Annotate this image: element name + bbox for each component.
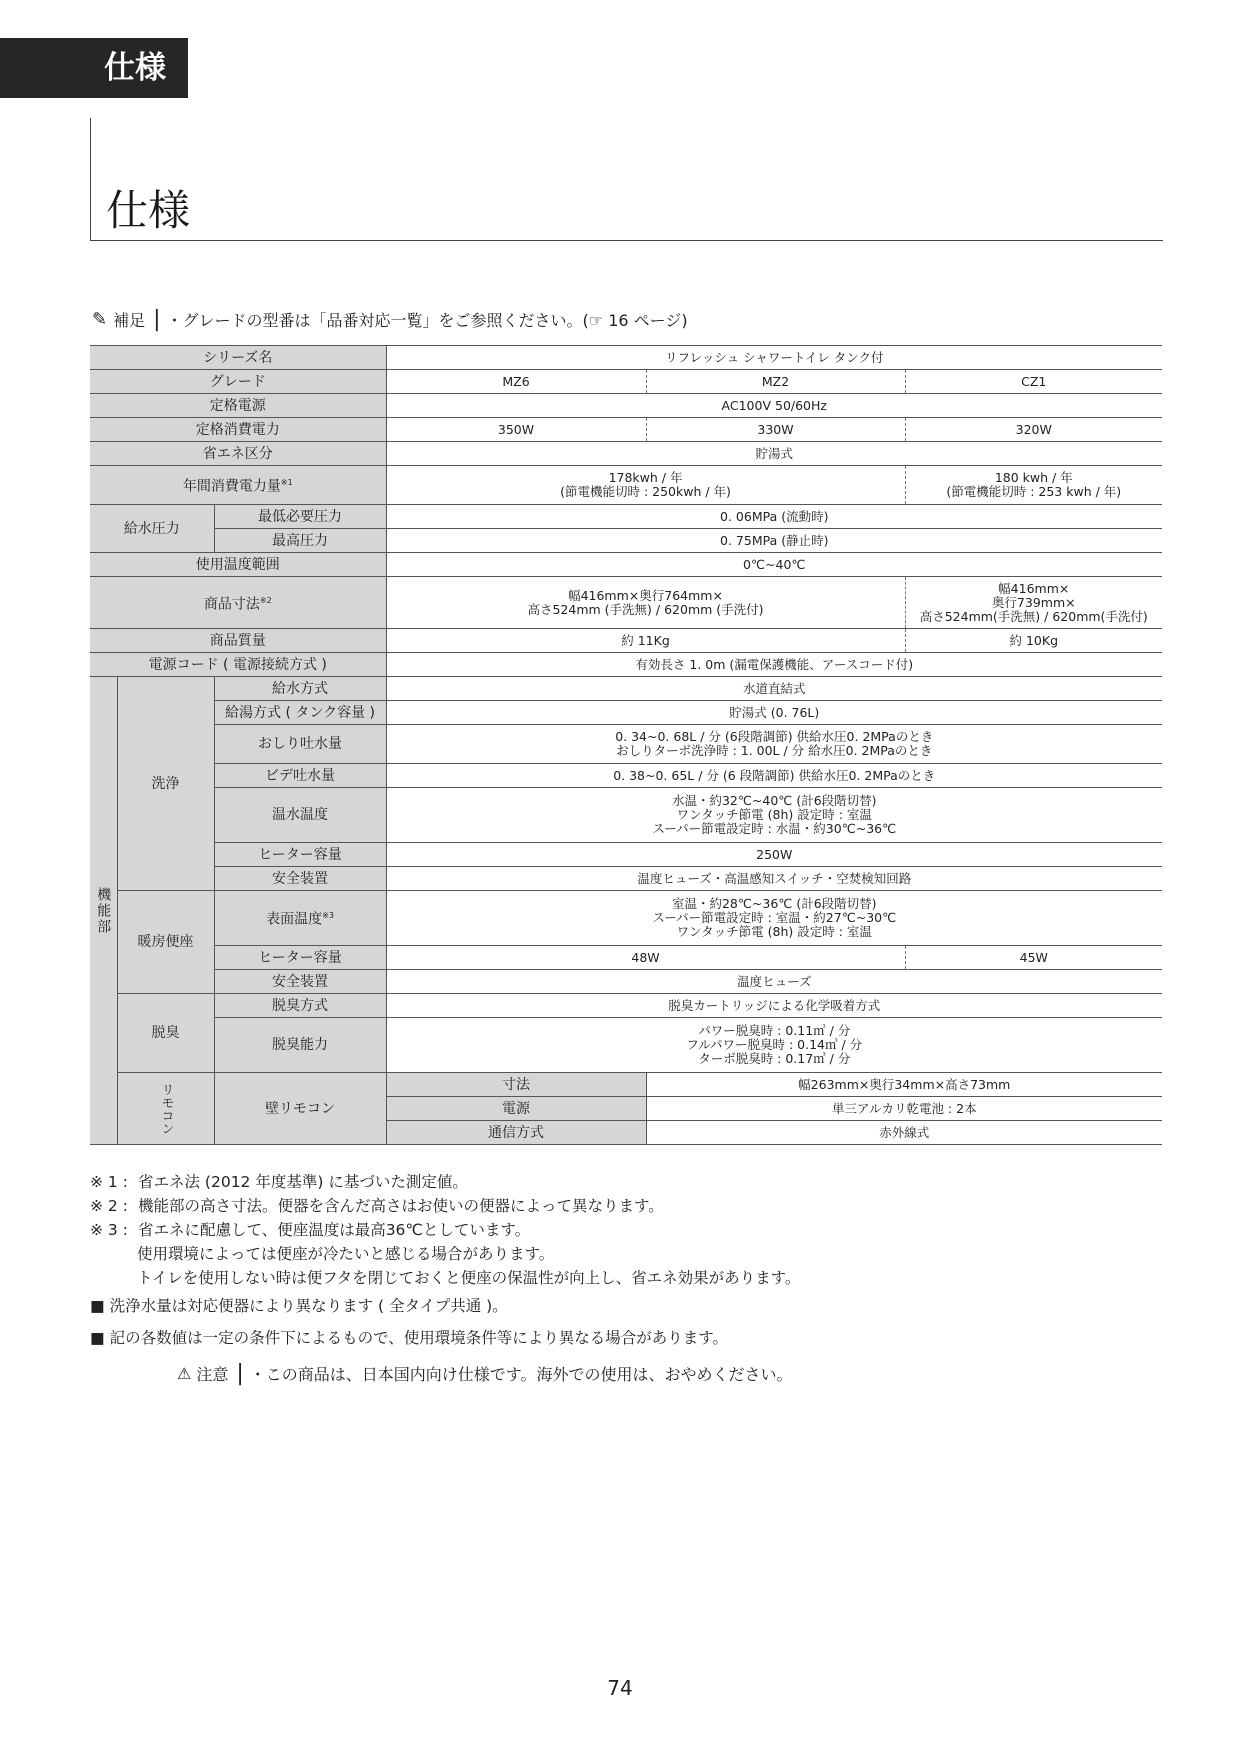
power-source-label: 定格電源 — [90, 394, 386, 418]
surface-1: 室温・約28℃~36℃ (計6段階切替) — [671, 896, 877, 911]
max-pressure-value: 0. 75MPa (静止時) — [386, 529, 1162, 553]
weight-value-b: 約 10Kg — [905, 629, 1162, 653]
series-value: リフレッシュ シャワートイレ タンク付 — [386, 346, 1162, 370]
pencil-icon: ✎ — [92, 309, 108, 330]
annual-label: 年間消費電力量 — [182, 478, 281, 495]
table-row — [90, 725, 1162, 764]
seat-label: 暖房便座 — [117, 891, 214, 994]
table-row — [90, 394, 1162, 418]
table-row — [90, 994, 1162, 1018]
note-3-line-2: 使用環境によっては便座が冷たいと感じる場合があります。 — [137, 1245, 555, 1263]
supply-label: 給水方式 — [214, 677, 386, 701]
cord-label: 電源コード ( 電源接続方式 ) — [90, 653, 386, 677]
heater-value: 250W — [386, 843, 1162, 867]
heater-label: ヒーター容量 — [214, 843, 386, 867]
page-number: 74 — [607, 1676, 633, 1700]
deodor-cap-1: パワー脱臭時 : 0.11㎥ / 分 — [698, 1023, 851, 1038]
dim-a2: 高さ524mm (手洗無) / 620mm (手洗付) — [527, 601, 764, 617]
surface-2: スーパー節電設定時 : 室温・約27℃~30℃ — [652, 910, 897, 925]
weight-value-a: 約 11Kg — [386, 629, 905, 653]
power-source-value: AC100V 50/60Hz — [386, 394, 1162, 418]
dim-b2: 奥行739mm× — [991, 594, 1076, 610]
note-text: 省エネ法 (2012 年度基準) に基づいた測定値。 — [138, 1173, 468, 1191]
dim-a1: 幅416mm×奥行764mm× — [568, 587, 723, 603]
annual-label-cell — [90, 466, 386, 505]
grade-cz1: CZ1 — [905, 370, 1162, 394]
water-temp-2: ワンタッチ節電 (8h) 設定時 : 室温 — [676, 807, 872, 822]
table-row — [90, 867, 1162, 891]
table-row — [90, 370, 1162, 394]
grade-mz6: MZ6 — [386, 370, 646, 394]
note-key: ※ 3 : — [90, 1221, 128, 1239]
deodor-cap-3: ターボ脱臭時 : 0.17㎥ / 分 — [698, 1051, 851, 1066]
bidet-value: 0. 38~0. 65L / 分 (6 段階調節) 供給水圧0. 2MPaのとき — [386, 764, 1162, 788]
power-cons-cz1: 320W — [905, 418, 1162, 442]
note-values: ■ 記の各数値は一定の条件下によるもので、使用環境条件等により異なる場合があります。 — [90, 1329, 729, 1347]
dimensions-mark: ※2 — [259, 595, 272, 605]
caution-label: 注意 — [196, 1365, 229, 1384]
water-pressure-label: 給水圧力 — [90, 505, 214, 553]
seat-heater-a: 48W — [386, 946, 905, 970]
power-cons-mz6: 350W — [386, 418, 646, 442]
note-text: 機能部の高さ寸法。便器を含んだ高さはお使いの便器によって異なります。 — [138, 1197, 664, 1215]
water-temp-label: 温水温度 — [214, 788, 386, 843]
table-row — [90, 701, 1162, 725]
annual-b2: (節電機能切時 : 253 kwh / 年) — [946, 484, 1122, 499]
comm-value: 赤外線式 — [646, 1121, 1162, 1145]
table-row — [90, 788, 1162, 843]
supplement-note — [92, 308, 688, 331]
max-pressure-label: 最高圧力 — [214, 529, 386, 553]
annual-value-a — [386, 466, 905, 505]
temp-range-label: 使用温度範囲 — [90, 553, 386, 577]
safety-value: 温度ヒューズ・高温感知スイッチ・空焚検知回路 — [386, 867, 1162, 891]
note-3 — [90, 1218, 800, 1242]
annual-a2: (節電機能切時 : 250kwh / 年) — [560, 484, 731, 499]
table-row — [90, 764, 1162, 788]
table-row — [90, 529, 1162, 553]
note-key: ※ 2 : — [90, 1197, 128, 1215]
safety-label: 安全装置 — [214, 867, 386, 891]
seat-safety-value: 温度ヒューズ — [386, 970, 1162, 994]
power-cons-label: 定格消費電力 — [90, 418, 386, 442]
section-tab: 仕様 — [0, 38, 188, 98]
surface-3: ワンタッチ節電 (8h) 設定時 : 室温 — [676, 924, 872, 939]
caution-text: ・この商品は、日本国内向け仕様です。海外での使用は、おやめください。 — [249, 1365, 793, 1384]
surface-mark: ※3 — [322, 911, 334, 921]
grade-mz2: MZ2 — [646, 370, 905, 394]
oshiri-1: 0. 34~0. 68L / 分 (6段階調節) 供給水圧0. 2MPaのとき — [615, 729, 934, 744]
water-temp-value — [386, 788, 1162, 843]
deodor-cap-2: フルパワー脱臭時 : 0.14㎥ / 分 — [686, 1037, 863, 1052]
table-row — [90, 442, 1162, 466]
remote-label: リモコン — [117, 1073, 214, 1145]
deodor-cap-label: 脱臭能力 — [214, 1018, 386, 1073]
note-2 — [90, 1194, 800, 1218]
table-row — [90, 418, 1162, 442]
temp-range-value: 0℃~40℃ — [386, 553, 1162, 577]
water-temp-3: スーパー節電設定時 : 水温・約30℃~36℃ — [652, 821, 897, 836]
weight-label: 商品質量 — [90, 629, 386, 653]
dimensions-label-cell — [90, 577, 386, 629]
wall-remote-label: 壁リモコン — [214, 1073, 386, 1145]
caution-note — [177, 1362, 793, 1385]
remote-power-label: 電源 — [386, 1097, 646, 1121]
hot-supply-value: 貯湯式 (0. 76L) — [386, 701, 1162, 725]
title-frame — [90, 118, 1163, 241]
grade-label: グレード — [90, 370, 386, 394]
series-label: シリーズ名 — [90, 346, 386, 370]
remote-power-value: 単三アルカリ乾電池 : 2本 — [646, 1097, 1162, 1121]
deodor-method-value: 脱臭カートリッジによる化学吸着方式 — [386, 994, 1162, 1018]
function-label: 機能部 — [90, 677, 117, 1145]
note-key: ※ 1 : — [90, 1173, 128, 1191]
surface-value — [386, 891, 1162, 946]
oshiri-2: おしりターボ洗浄時 : 1. 00L / 分 給水圧0. 2MPaのとき — [616, 743, 933, 758]
size-value: 幅263mm×奥行34mm×高さ73mm — [646, 1073, 1162, 1097]
table-row — [90, 346, 1162, 370]
note-1 — [90, 1170, 800, 1194]
note-3-line-3: トイレを使用しない時は便フタを閉じておくと便座の保温性が向上し、省エネ効果があります。 — [137, 1269, 801, 1287]
warning-icon: ⚠ — [177, 1364, 192, 1383]
bidet-label: ビデ吐水量 — [214, 764, 386, 788]
oshiri-value — [386, 725, 1162, 764]
annual-value-b — [905, 466, 1162, 505]
table-row — [90, 946, 1162, 970]
spec-table — [90, 345, 1162, 1145]
dimensions-label: 商品寸法 — [203, 596, 260, 613]
hot-supply-label: 給湯方式 ( タンク容量 ) — [214, 701, 386, 725]
power-cons-mz2: 330W — [646, 418, 905, 442]
deodor-cap-value — [386, 1018, 1162, 1073]
annual-b1: 180 kwh / 年 — [994, 470, 1073, 485]
surface-label: 表面温度 — [266, 911, 323, 928]
divider: | — [236, 1360, 244, 1386]
table-row — [90, 629, 1162, 653]
supplement-text: ・グレードの型番は「品番対応一覧」をご参照ください。(☞ 16 ページ) — [166, 311, 688, 330]
deodor-method-label: 脱臭方式 — [214, 994, 386, 1018]
min-pressure-value: 0. 06MPa (流動時) — [386, 505, 1162, 529]
water-temp-1: 水温・約32℃~40℃ (計6段階切替) — [671, 793, 877, 808]
cord-value: 有効長さ 1. 0m (漏電保護機能、アースコード付) — [386, 653, 1162, 677]
seat-heater-label: ヒーター容量 — [214, 946, 386, 970]
table-row — [90, 843, 1162, 867]
divider: | — [153, 306, 161, 332]
oshiri-label: おしり吐水量 — [214, 725, 386, 764]
table-row — [90, 1018, 1162, 1073]
table-row — [90, 970, 1162, 994]
dim-b1: 幅416mm× — [998, 580, 1070, 596]
annual-mark: ※1 — [280, 478, 293, 488]
supplement-label: 補足 — [113, 311, 146, 330]
comm-label: 通信方式 — [386, 1121, 646, 1145]
wash-label: 洗浄 — [117, 677, 214, 891]
note-text: 省エネに配慮して、便座温度は最高36℃としています。 — [138, 1221, 531, 1239]
table-row — [90, 577, 1162, 629]
table-row — [90, 891, 1162, 946]
seat-heater-b: 45W — [905, 946, 1162, 970]
dimensions-value-a — [386, 577, 905, 629]
dim-b3: 高さ524mm(手洗無) / 620mm(手洗付) — [919, 608, 1148, 624]
table-row — [90, 1073, 1162, 1097]
table-row — [90, 466, 1162, 505]
table-row — [90, 677, 1162, 701]
page-title: 仕様 — [106, 186, 191, 235]
supply-value: 水道直結式 — [386, 677, 1162, 701]
annual-a1: 178kwh / 年 — [608, 470, 683, 485]
size-label: 寸法 — [386, 1073, 646, 1097]
dimensions-value-b — [905, 577, 1162, 629]
deodor-label: 脱臭 — [117, 994, 214, 1073]
seat-safety-label: 安全装置 — [214, 970, 386, 994]
surface-label-cell — [214, 891, 386, 946]
table-row — [90, 505, 1162, 529]
table-row — [90, 653, 1162, 677]
note-wash-volume: ■ 洗浄水量は対応便器により異なります ( 全タイプ共通 )。 — [90, 1297, 508, 1315]
footnotes — [90, 1170, 800, 1350]
energy-class-label: 省エネ区分 — [90, 442, 386, 466]
min-pressure-label: 最低必要圧力 — [214, 505, 386, 529]
energy-class-value: 貯湯式 — [386, 442, 1162, 466]
table-row — [90, 553, 1162, 577]
